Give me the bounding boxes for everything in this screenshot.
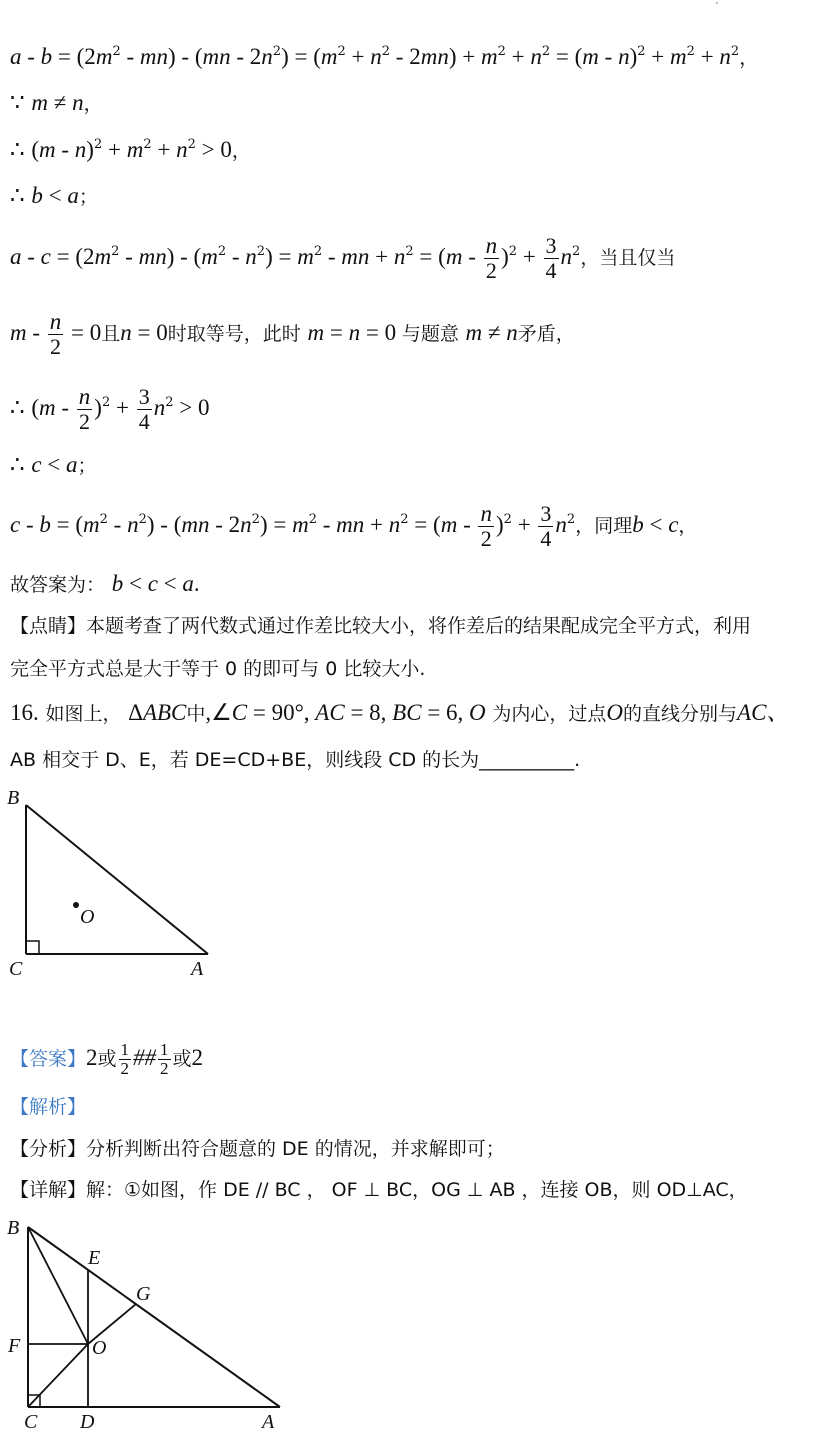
detail-tag: 【详解】 <box>10 1179 87 1201</box>
answer-tag: 【答案】 <box>10 1048 87 1070</box>
detail-line <box>10 1176 748 1203</box>
right-angle-mark <box>26 941 39 954</box>
therefore-line-2: ∴ b < a； <box>10 183 98 208</box>
answer-line: 【答案】 2或 $\frac{1}{2}$ ## $\frac{1}{2}$ 或2 <box>10 1040 204 1078</box>
label-b: B <box>7 787 20 809</box>
equation-a-minus-b-tail: ， <box>739 47 759 69</box>
equality-condition-text-3: 矛盾， <box>517 323 575 345</box>
therefore-line-1: ∴ $(m - n)^2 + m^2 + n^2 > 0$， <box>10 137 251 162</box>
construction-lines <box>28 1227 136 1407</box>
label-c-2: C <box>24 1411 38 1431</box>
equality-condition-text-2: 与题意 <box>401 323 459 345</box>
therefore-symbol-3: ∴ <box>10 395 25 420</box>
therefore-tail-1: ， <box>231 140 251 162</box>
answer-statement: 故答案为： b < c < a. <box>10 571 200 596</box>
because-line: ∵ m ≠ n， <box>10 90 103 115</box>
question-text-b: 为内心，过点 <box>492 703 607 725</box>
because-tail: ， <box>83 93 103 115</box>
therefore-symbol-4: ∴ <box>10 452 25 477</box>
therefore-tail-4: ； <box>77 455 97 477</box>
label-a: A <box>191 958 204 980</box>
therefore-line-4: ∴ c < a； <box>10 452 97 477</box>
comment-line-2 <box>10 655 425 682</box>
answer-statement-tail: . <box>193 571 200 596</box>
equality-condition-text-1: 时取等号，此时 <box>167 323 301 345</box>
triangle-abc-2 <box>28 1227 280 1407</box>
question-line-1: 16. 如图上， ΔABC中,∠C = 90°, AC = 8, BC = 6, O 为内心，过点O的直线分别与AC、 <box>10 700 790 725</box>
equation-c-minus-b-tail: ， <box>678 515 698 537</box>
question-segment-ac: AC、 <box>737 700 790 725</box>
equation-a-minus-b-expr: a - b <box>10 44 53 69</box>
equation-a-minus-c-tail: ，当且仅当 <box>580 247 676 269</box>
analysis-text: 分析判断出符合题意的 DE 的情况，并求解即可； <box>86 1138 505 1160</box>
comment-line-1 <box>10 612 751 639</box>
question-point-o: O <box>606 700 623 725</box>
label-o-2: O <box>92 1337 107 1359</box>
answer-statement-label: 故答案为： <box>10 574 106 596</box>
analysis-sub-tag: 【分析】 <box>10 1138 87 1160</box>
therefore-tail-2: ； <box>78 186 98 208</box>
equation-a-minus-c: $a - c = (2m^2 - mn) - (m^2 - n^2) = m^2$ - mn + $n^2 = (m$ - $\frac{n}{2}$ )$^2$ + $\frac{3}{4}$ $n^2$，当且仅当 <box>10 233 676 283</box>
question-text-2: AB 相交于 D、E，若 DE=CD+BE，则线段 CD 的长为__________. <box>10 749 581 771</box>
because-symbol: ∵ <box>10 90 25 115</box>
equation-c-minus-b: $c - b = (m^2 - n^2) - (mn - 2n^2) = m^2$ - mn + $n^2 = (m$ - $\frac{n}{2}$ )$^2$ + $\frac{3}{4}$ $n^2$，同理b < c， <box>10 501 698 551</box>
label-c: C <box>9 958 23 980</box>
comment-text-1: 本题考查了两代数式通过作差比较大小，将作差后的结果配成完全平方式，利用 <box>86 615 752 637</box>
label-b-2: B <box>7 1217 20 1239</box>
label-d: D <box>80 1411 95 1431</box>
comment-text-2: 完全平方式总是大于等于 0 的即可与 0 比较大小. <box>10 658 426 680</box>
label-f: F <box>8 1335 21 1357</box>
corner-mark <box>716 2 718 4</box>
comment-tag: 【点睛】 <box>10 615 87 637</box>
equation-c-minus-b-text: ，同理 <box>575 515 633 537</box>
label-a-2: A <box>262 1411 275 1431</box>
triangle-figure-1 <box>0 780 240 985</box>
analysis-tag: 【解析】 <box>10 1096 87 1118</box>
question-line-2 <box>10 746 580 773</box>
detail-text: 解：①如图，作 DE // BC ， OF ⊥ BC，OG ⊥ AB ，连接 OB，则 OD⊥AC， <box>86 1179 748 1201</box>
question-text-c: 的直线分别与 <box>623 703 738 725</box>
therefore-symbol-2: ∴ <box>10 183 25 208</box>
question-intro: 如图上， <box>45 703 122 725</box>
analysis-tag-line <box>10 1093 86 1120</box>
triangle-abc <box>26 805 208 954</box>
label-o: O <box>80 906 95 928</box>
equality-condition-and: 且 <box>101 323 121 345</box>
analysis-line <box>10 1135 505 1162</box>
label-g: G <box>136 1283 151 1305</box>
therefore-symbol-1: ∴ <box>10 137 25 162</box>
question-number: 16. <box>10 700 39 725</box>
equation-a-minus-b: $a - b = (2m^2 - mn) - (mn - 2n^2) = (m^2 + n^2 - 2mn) + m^2 + n^2 = (m - n)^2 + m^2 + n^2$， <box>10 44 759 69</box>
therefore-line-3: ∴ (m - $\frac{n}{2}$ )$^2$ + $\frac{3}{4}$ $n^2 > 0$ <box>10 384 210 434</box>
equality-condition-line: m - $\frac{n}{2}$ = 0且n = 0时取等号，此时 m = n = 0 与题意 m ≠ n矛盾， <box>10 309 575 359</box>
triangle-figure-2 <box>0 1212 300 1431</box>
incenter-point <box>73 902 79 908</box>
label-e: E <box>88 1247 101 1269</box>
